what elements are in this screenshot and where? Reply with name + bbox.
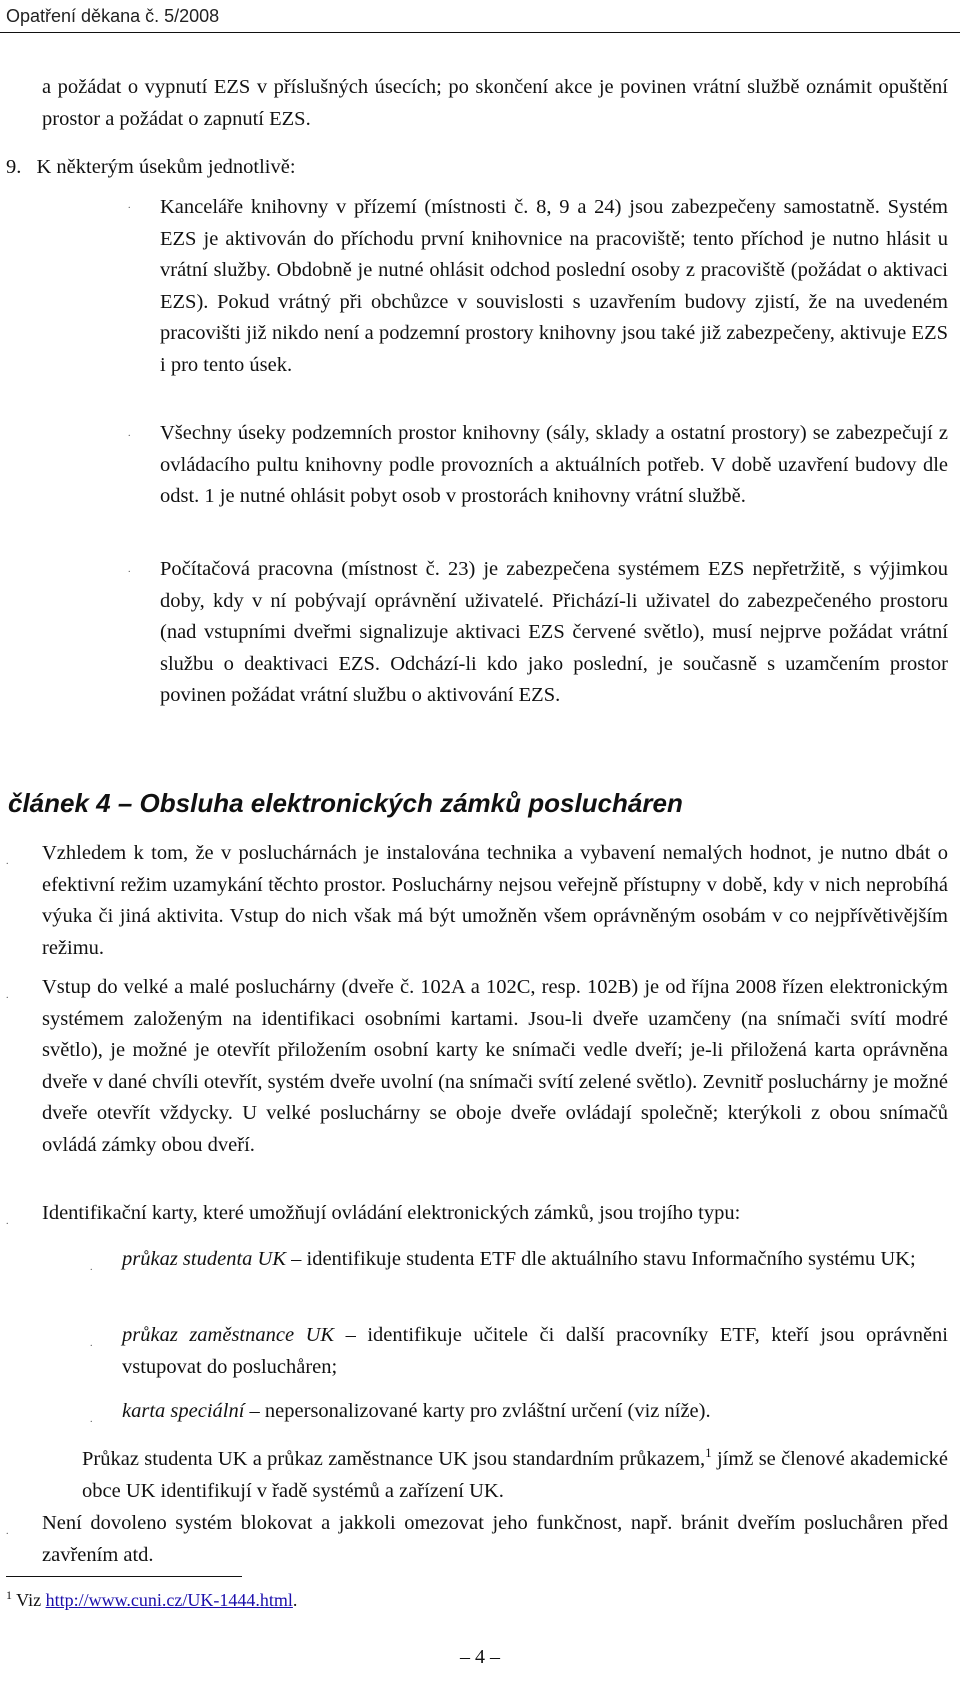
section-9-item-1: Kanceláře knihovny v přízemí (místnosti č. 8, 9 a 24) jsou zabezpečeny samostatně. Systém EZS je aktivován do příchodu první knihovnice na pracoviště; tento příchod je nutno hlásit u vrátní služby. Obdobně je nutné ohlásit odchod poslední osoby z pracoviště (požádat o aktivaci EZS). Pokud vrátný při obchůzce v souvislosti s uzavřením budovy zjistí, že na uvedeném pracovišti již nikdo není a podzemní prostory knihovny jsou také již zabezpečeny, aktivuje EZS i pro tento úsek. <box>160 196 948 376</box>
article-4-paragraph-1: Vzhledem k tom, že v posluchárnách je instalována technika a vybavení nemalých hodnot, je nutno dbát o efektivní režim uzamykání těchto prostor. Posluchárny nejsou veřejně přístupny v době, kdy v nich neprobíhá výuka či jiná aktivita. Vstup do nich však má být umožněn všem oprávněným osobám v co nejpřívětivějším režimu. <box>42 842 948 959</box>
article-4-paragraph-4 <box>82 1444 948 1507</box>
footnote-link[interactable]: http://www.cuni.cz/UK-1444.html <box>45 1590 293 1610</box>
bullet-marker: . <box>6 856 9 867</box>
footnote-reference[interactable]: 1 <box>705 1445 712 1461</box>
bullet-marker: . <box>90 1262 93 1273</box>
card-term: karta speciální <box>122 1400 245 1422</box>
bullet-marker: . <box>128 564 131 575</box>
card-type-student <box>122 1244 948 1276</box>
section-9-heading <box>6 152 906 184</box>
bullet-marker: . <box>6 990 9 1001</box>
paragraph-4-end: jímž se členové akademické obce UK identifikují v řadě systémů a zařízení UK. <box>82 1448 948 1502</box>
header-rule <box>0 32 960 33</box>
article-4-paragraph-5: Není dovoleno systém blokovat a jakkoli omezovat jeho funkčnost, např. bránit dveřím posluchåren před zavřením atd. <box>42 1512 948 1566</box>
page-number: – 4 – <box>460 1646 500 1668</box>
footnote-number: 1 <box>6 1588 12 1602</box>
card-desc: – nepersonalizované karty pro zvláštní určení (viz níže). <box>244 1400 711 1422</box>
paragraph-4-start: Průkaz studenta UK a průkaz zaměstnance UK jsou standardním průkazem, <box>82 1448 706 1470</box>
section-9-item-2: Všechny úseky podzemních prostor knihovny (sály, sklady a ostatní prostory) se zabezpečují z ovládacího pultu knihovny podle provozních a aktuálních potřeb. V době uzavření budovy dle odst. 1 je nutné ohlásit pobyt osob v prostorách knihovny vrátní službě. <box>160 422 948 507</box>
card-type-employee <box>122 1320 948 1383</box>
section-9-item-3: Počítačová pracovna (místnost č. 23) je zabezpečena systémem EZS nepřetržitě, s výjimkou doby, kdy v ní pobývají oprávnění uživatelé. Přichází-li uživatel do zabezpečeného prostoru (nad vstupními dveřmi signalizuje aktivaci EZS červené světlo), musí nejprve požádat vrátní službu o deaktivaci EZS. Odchází-li kdo jako poslední, je současně s uzamčením prostor povinen požádat vrátní službu o aktivování EZS. <box>160 558 948 706</box>
footnote-tail: . <box>292 1590 298 1610</box>
bullet-marker: . <box>90 1338 93 1349</box>
bullet-marker: . <box>128 200 131 211</box>
card-type-special <box>122 1396 948 1428</box>
running-header: Opatření děkana č. 5/2008 <box>6 6 220 26</box>
bullet-marker: . <box>128 428 131 439</box>
footnote-rule <box>6 1576 242 1577</box>
bullet-marker: . <box>6 1526 9 1537</box>
footnote <box>6 1588 297 1611</box>
card-term: průkaz zaměstnance UK <box>122 1324 335 1346</box>
section-9-text: K některým úsekům jednotlivě: <box>36 156 296 178</box>
footnote-text: Viz <box>12 1590 46 1610</box>
card-desc: – identifikuje studenta ETF dle aktuálního stavu Informačního systému UK; <box>286 1248 916 1270</box>
card-desc: – identifikuje učitele či další pracovníky ETF, kteří jsou oprávněni vstupovat do posluchåren; <box>122 1324 948 1378</box>
section-9-number: 9. <box>6 156 22 178</box>
article-4-paragraph-3: Identifikační karty, které umožňují ovládání elektronických zámků, jsou trojího typu: <box>42 1202 741 1224</box>
intro-paragraph: a požádat o vypnutí EZS v příslušných úsecích; po skončení akce je povinen vrátní službě oznámit opuštění prostor a požádat o zapnutí EZS. <box>42 76 948 130</box>
article-4-heading: článek 4 – Obsluha elektronických zámků poslucháren <box>8 788 683 818</box>
card-term: průkaz studenta UK <box>122 1248 286 1270</box>
bullet-marker: . <box>90 1414 93 1425</box>
article-4-paragraph-2: Vstup do velké a malé posluchárny (dveře č. 102A a 102C, resp. 102B) je od října 2008 řízen elektronickým systémem založeným na identifikaci osobními kartami. Jsou-li dveře uzamčeny (na snímači svítí modré světlo), je možné je otevřít přiložením osobní karty ke snímači vedle dveří; je-li přiložená karta oprávněna dveře v dané chvíli otevřít, systém dveře uvolní (na snímači svítí zelené světlo). Zevnitř posluchárny je možné dveře otevřít vždycky. U velké posluchárny se oboje dveře ovládají společně; kterýkoli z obou snímačů ovládá zámky obou dveří. <box>42 976 948 1156</box>
bullet-marker: . <box>6 1216 9 1227</box>
